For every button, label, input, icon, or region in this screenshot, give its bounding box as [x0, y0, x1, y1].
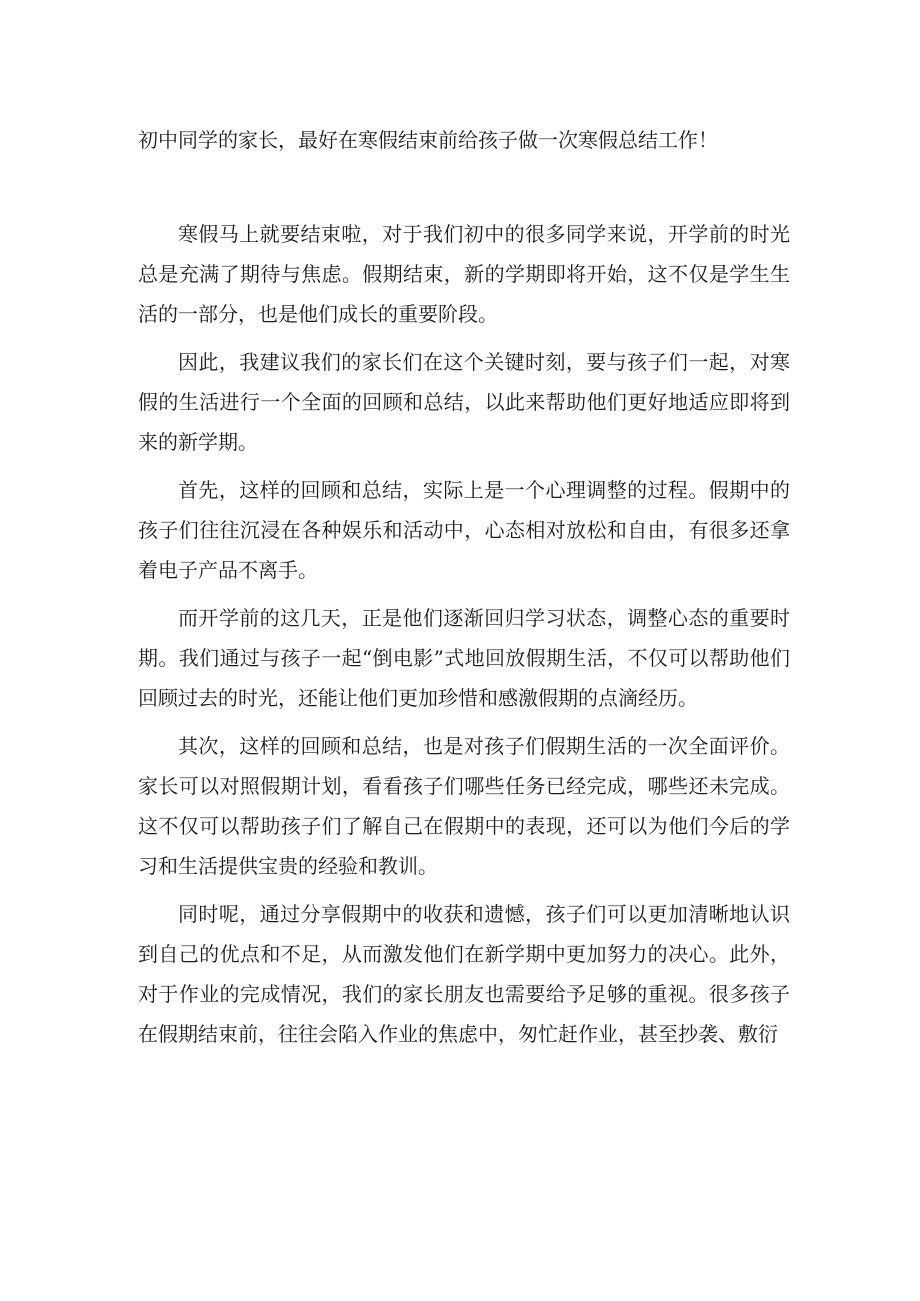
paragraph: 其次，这样的回顾和总结，也是对孩子们假期生活的一次全面评价。家长可以对照假期计划，看看孩子们哪些任务已经完成，哪些还未完成。这不仅可以帮助孩子们了解自己在假期中的表现，还可以为他们今后的学习和生活提供宝贵的经验和教训。 [138, 734, 790, 878]
document-title: 初中同学的家长，最好在寒假结束前给孩子做一次寒假总结工作！ [138, 128, 718, 152]
document-body [138, 214, 790, 1062]
paragraph: 同时呢，通过分享假期中的收获和遗憾，孩子们可以更加清晰地认识到自己的优点和不足，从而激发他们在新学期中更加努力的决心。此外，对于作业的完成情况，我们的家长朋友也需要给予足够的重视。很多孩子在假期结束前，往往会陷入作业的焦虑中，匆忙赶作业，甚至抄袭、敷衍 [138, 902, 790, 1046]
paragraph: 而开学前的这几天，正是他们逐渐回归学习状态，调整心态的重要时期。我们通过与孩子一起“倒电影”式地回放假期生活，不仅可以帮助他们回顾过去的时光，还能让他们更加珍惜和感激假期的点滴经历。 [138, 606, 790, 710]
paragraph: 首先，这样的回顾和总结，实际上是一个心理调整的过程。假期中的孩子们往往沉浸在各种娱乐和活动中，心态相对放松和自由，有很多还拿着电子产品不离手。 [138, 478, 790, 582]
paragraph: 因此，我建议我们的家长们在这个关键时刻，要与孩子们一起，对寒假的生活进行一个全面的回顾和总结，以此来帮助他们更好地适应即将到来的新学期。 [138, 350, 790, 454]
paragraph: 寒假马上就要结束啦，对于我们初中的很多同学来说，开学前的时光总是充满了期待与焦虑。假期结束，新的学期即将开始，这不仅是学生生活的一部分，也是他们成长的重要阶段。 [138, 222, 790, 326]
